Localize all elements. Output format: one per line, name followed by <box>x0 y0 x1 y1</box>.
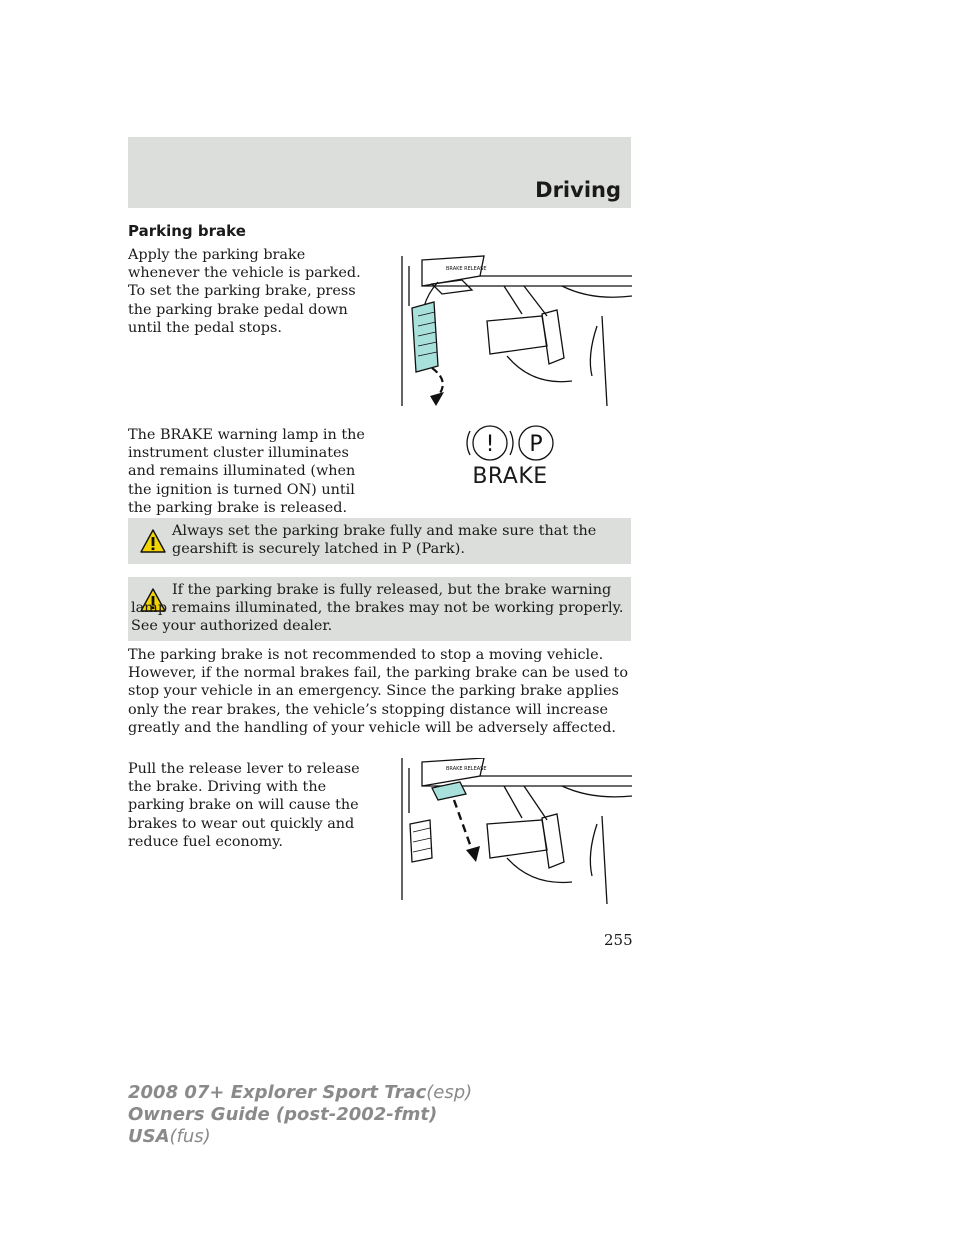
warning-triangle-icon <box>139 528 167 554</box>
paragraph-set-brake: Apply the parking brake whenever the vehicle is parked. To set the parking brake, press the parking brake pedal down until the pedal stops. <box>128 247 361 336</box>
footer-guide: Owners Guide (post-2002-fmt) <box>128 1104 438 1125</box>
footer-document-info <box>128 1082 472 1148</box>
parking-brake-pedal-figure <box>392 246 632 411</box>
brake-lamp-icon <box>460 423 560 465</box>
footer-market-code: (fus) <box>169 1126 211 1147</box>
section-heading: Parking brake <box>128 222 246 240</box>
header-band <box>128 137 631 208</box>
footer-market: USA <box>128 1126 170 1147</box>
brake-release-label: BRAKE RELEASE <box>446 766 487 772</box>
paragraph-release: Pull the release lever to release the brake. Driving with the parking brake on will cause the brakes to wear out quickly and reduce fuel economy. <box>128 761 360 850</box>
section-title: Driving <box>535 178 621 202</box>
brake-lamp-word: BRAKE <box>472 464 548 489</box>
brake-release-lever-figure <box>392 758 632 904</box>
exclamation-glyph: ! <box>485 432 495 457</box>
warning-text-park: Always set the parking brake fully and make sure that the gearshift is securely latched in P (Park). <box>172 523 597 558</box>
footer-model-code: (esp) <box>426 1082 473 1103</box>
paragraph-emergency-use: The parking brake is not recommended to stop a moving vehicle. However, if the normal brakes fail, the parking brake can be used to stop your vehicle in an emergency. Since the parking brake applies only the rear brakes, the vehicle’s stopping distance will increase greatly and the handling of your vehicle will be adversely affected. <box>128 647 628 736</box>
warning-box-lamp <box>128 577 631 641</box>
paragraph-warning-lamp: The BRAKE warning lamp in the instrument cluster illuminates and remains illuminated (when the ignition is turned ON) until the parking brake is released. <box>128 427 365 516</box>
warning-box-park <box>128 518 631 564</box>
footer-model: 2008 07+ Explorer Sport Trac <box>128 1082 427 1103</box>
warning-text-lamp: If the parking brake is fully released, but the brake warning lamp remains illuminated, the brakes may not be working properly. See your authorized dealer. <box>131 582 624 635</box>
page-number: 255 <box>604 931 633 949</box>
park-glyph: P <box>529 432 543 457</box>
brake-release-label: BRAKE RELEASE <box>446 266 487 272</box>
brake-warning-lamp-symbol <box>460 423 560 493</box>
